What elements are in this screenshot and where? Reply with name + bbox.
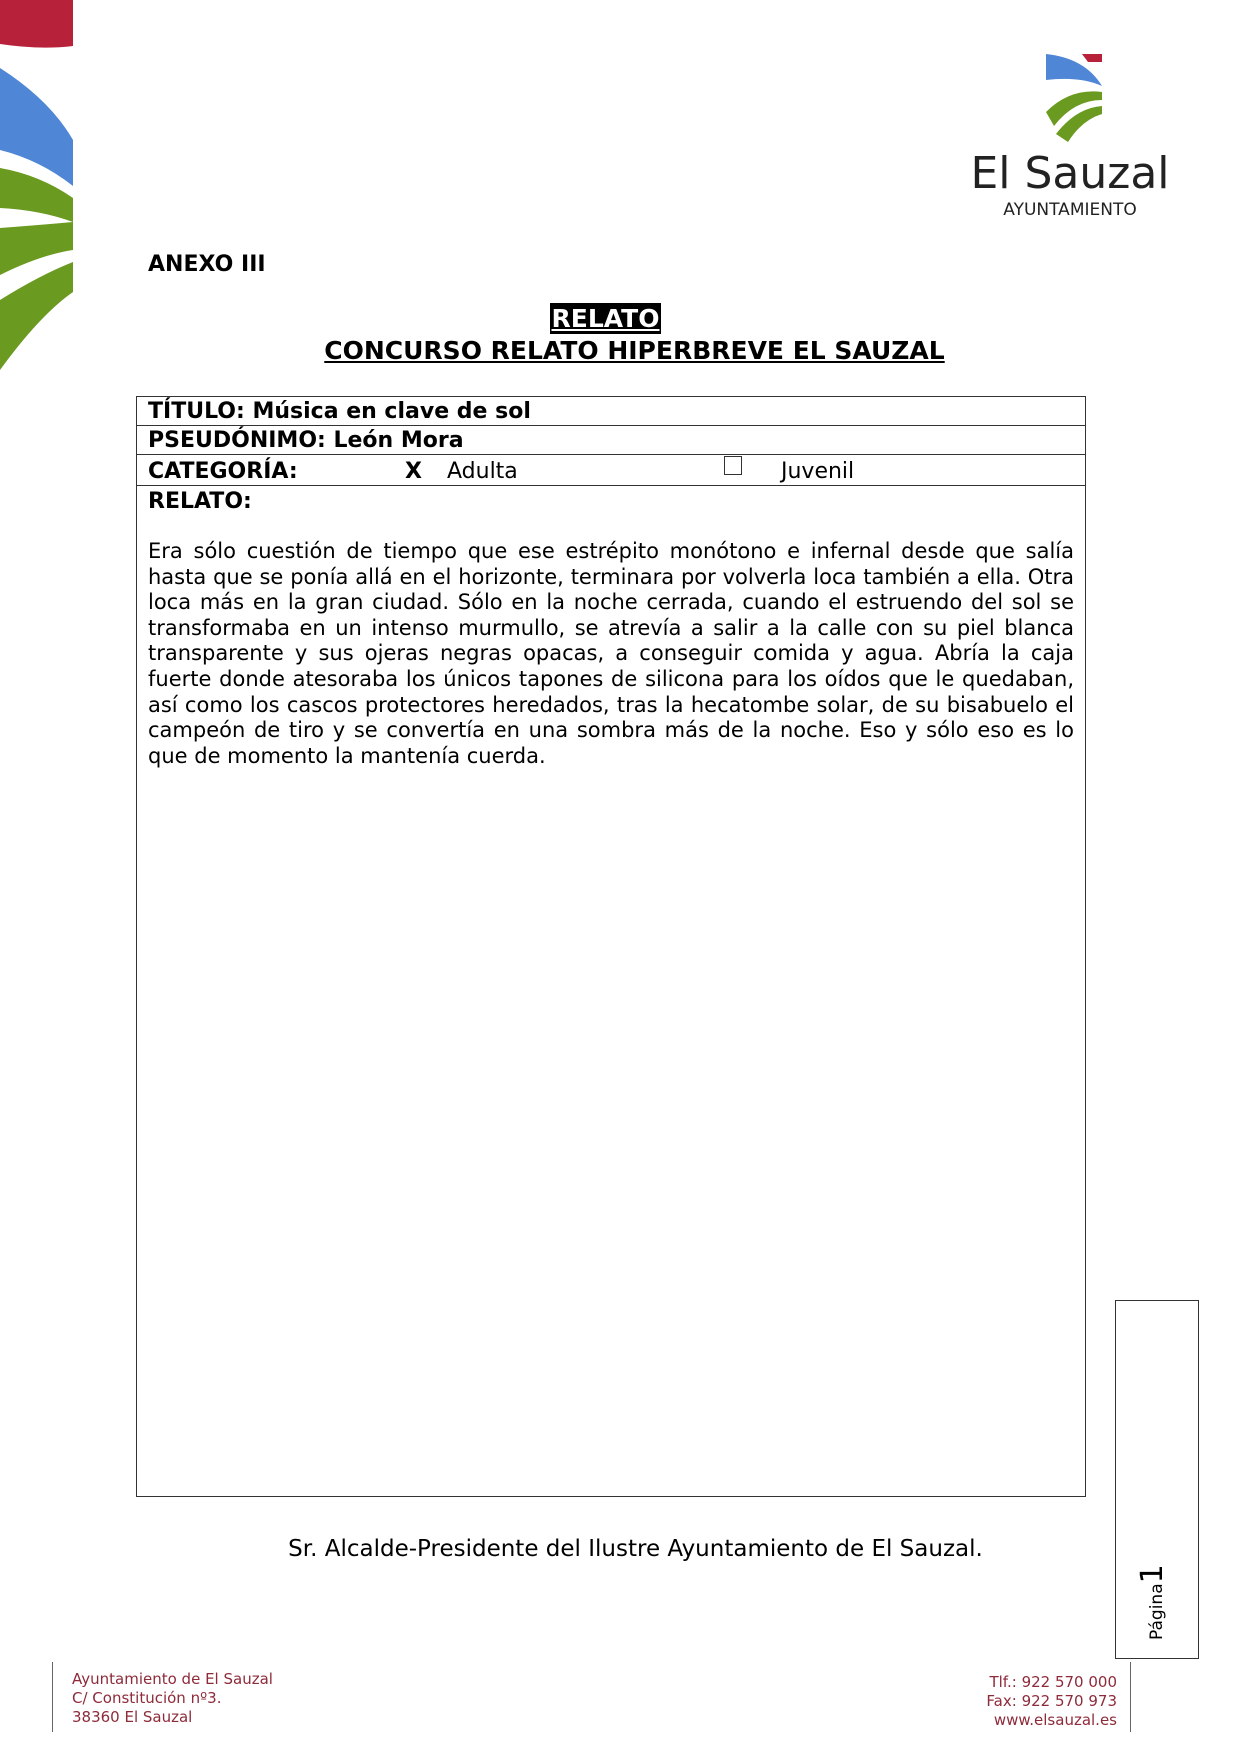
juvenil-checkbox[interactable] xyxy=(724,456,742,475)
doc-title-wrapper xyxy=(0,303,1241,334)
footer-divider-right xyxy=(1130,1662,1131,1732)
pseudonimo-field: PSEUDÓNIMO: León Mora xyxy=(148,428,464,453)
footer-address-line: C/ Constitución nº3. xyxy=(72,1689,222,1707)
page-num-value: 1 xyxy=(1135,1564,1170,1584)
adulta-checkmark[interactable]: X xyxy=(405,459,422,484)
option-juvenil: Juvenil xyxy=(781,459,855,484)
footer-contact xyxy=(986,1673,1117,1730)
footer-address xyxy=(72,1670,273,1727)
doc-title: RELATO xyxy=(551,304,660,333)
footer-fax: Fax: 922 570 973 xyxy=(986,1692,1117,1710)
footer-address-line: 38360 El Sauzal xyxy=(72,1708,193,1726)
footer-divider-left xyxy=(52,1662,53,1732)
logo-mark-icon xyxy=(1040,50,1110,148)
page-label: Página xyxy=(1147,1583,1167,1640)
footer-address-line: Ayuntamiento de El Sauzal xyxy=(72,1670,273,1688)
pseudonimo-row xyxy=(137,426,1085,455)
titulo-field: TÍTULO: Música en clave de sol xyxy=(148,399,531,424)
entry-form xyxy=(136,396,1086,1497)
relato-text: Era sólo cuestión de tiempo que ese estrépito monótono e infernal desde que salía hasta que se ponía allá en el horizonte, terminara por volverla loca también a ella. Otra loca más en la gran ciudad. Sólo en la noche cerrada, cuando el estruendo del sol se transformaba en un intenso murmullo, se atrevía a salir a la calle con su piel blanca transparente y sus ojeras negras opacas, a conseguir comida y agua. Abría la caja fuerte donde atesoraba los únicos tapones de silicona para los oídos que le quedaban, así como los cascos protectores heredados, tras la hecatombe solar, de su bisabuelo el campeón de tiro y se convertía en una sombra más de la noche. Eso y sólo eso es lo que de momento la mantenía cuerda. xyxy=(148,539,1074,768)
titulo-row xyxy=(137,397,1085,426)
annex-heading: ANEXO III xyxy=(148,252,266,277)
logo-name: El Sauzal xyxy=(970,148,1170,199)
doc-subtitle: CONCURSO RELATO HIPERBREVE EL SAUZAL xyxy=(324,336,945,365)
page-number xyxy=(1135,1564,1170,1640)
categoria-label: CATEGORÍA: xyxy=(148,459,298,484)
footer-phone: Tlf.: 922 570 000 xyxy=(989,1673,1117,1691)
logo-subtitle: AYUNTAMIENTO xyxy=(1003,200,1137,220)
categoria-row xyxy=(137,455,1085,486)
option-adulta: Adulta xyxy=(447,459,518,484)
footer-website-link[interactable]: www.elsauzal.es xyxy=(993,1711,1117,1729)
relato-label: RELATO: xyxy=(148,489,252,514)
addressee: Sr. Alcalde-Presidente del Ilustre Ayuntamiento de El Sauzal. xyxy=(288,1536,983,1562)
